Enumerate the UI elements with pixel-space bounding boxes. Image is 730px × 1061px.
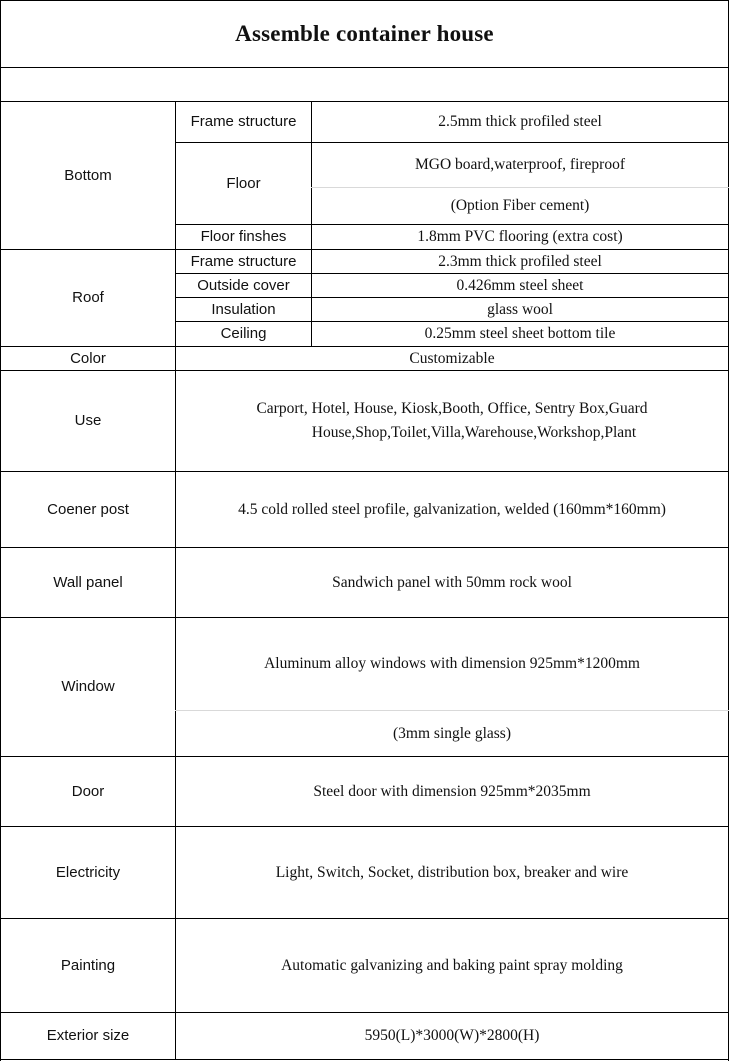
window-value-glass: (3mm single glass) <box>393 724 511 742</box>
floor-finishes-value: 1.8mm PVC flooring (extra cost) <box>417 228 623 245</box>
roof-frame-structure-label: Frame structure <box>190 252 297 270</box>
group-label-bottom: Bottom <box>64 166 112 184</box>
roof-frame-structure-value: 2.3mm thick profiled steel <box>438 252 602 270</box>
window-value-primary: Aluminum alloy windows with dimension 925mm*1200mm <box>264 655 640 672</box>
window-label: Window <box>61 678 115 695</box>
outside-cover-value: 0.426mm steel sheet <box>456 276 584 294</box>
bottom-frame-structure-value: 2.5mm thick profiled steel <box>438 113 602 130</box>
electricity-value: Light, Switch, Socket, distribution box, breaker and wire <box>275 863 629 881</box>
door-label: Door <box>71 782 105 800</box>
group-label-roof: Roof <box>72 289 104 306</box>
corner-post-label: Coener post <box>47 500 129 518</box>
floor-value-primary: MGO board,waterproof, fireproof <box>414 156 626 173</box>
use-value <box>176 371 728 471</box>
grid-line <box>728 0 729 1061</box>
wall-panel-value: Sandwich panel with 50mm rock wool <box>332 573 572 591</box>
exterior-size-value: 5950(L)*3000(W)*2800(H) <box>364 1027 540 1044</box>
painting-value: Automatic galvanizing and baking paint spray molding <box>281 956 623 974</box>
use-label: Use <box>74 412 102 429</box>
exterior-size-label: Exterior size <box>46 1027 130 1044</box>
door-value: Steel door with dimension 925mm*2035mm <box>313 782 591 800</box>
ceiling-label: Ceiling <box>220 325 267 342</box>
insulation-value: glass wool <box>487 300 553 318</box>
insulation-label: Insulation <box>211 300 276 318</box>
color-value: Customizable <box>409 349 495 367</box>
page-title: Assemble container house <box>235 21 494 46</box>
outside-cover-label: Outside cover <box>197 276 290 294</box>
grid-line <box>0 67 729 68</box>
wall-panel-label: Wall panel <box>53 573 123 591</box>
ceiling-value: 0.25mm steel sheet bottom tile <box>424 325 616 342</box>
floor-label: Floor <box>226 174 261 192</box>
floor-value-option: (Option Fiber cement) <box>450 197 590 214</box>
color-label: Color <box>70 349 106 367</box>
bottom-frame-structure-label: Frame structure <box>190 113 297 130</box>
painting-label: Painting <box>60 956 116 974</box>
electricity-label: Electricity <box>55 863 121 881</box>
corner-post-value: 4.5 cold rolled steel profile, galvanization, welded (160mm*160mm) <box>238 500 666 518</box>
floor-finishes-label: Floor finshes <box>200 228 287 245</box>
use-value-line-2: House,Shop,Toilet,Villa,Warehouse,Workshop,Plant <box>311 424 637 441</box>
grid-line <box>0 1059 729 1060</box>
use-value-line-1: Carport, Hotel, House, Kiosk,Booth, Office, Sentry Box,Guard <box>256 400 648 417</box>
